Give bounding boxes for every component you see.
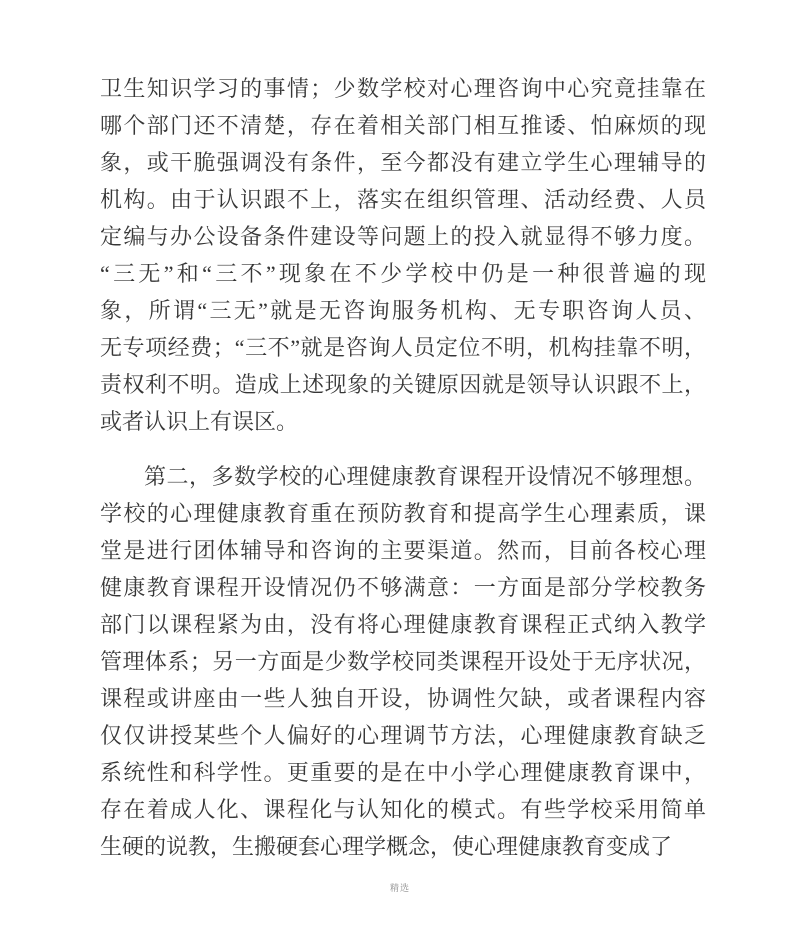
text-line: 无专项经费；“三不”就是咨询人员定位不明，机构挂靠不明， bbox=[100, 335, 706, 360]
text-line: 定编与办公设备条件建设等问题上的投入就显得不够力度。 bbox=[100, 224, 706, 249]
text-line: 存在着成人化、课程化与认知化的模式。有些学校采用简单 bbox=[100, 797, 706, 822]
text-line: 卫生知识学习的事情；少数学校对心理咨询中心究竟挂靠在 bbox=[100, 76, 706, 101]
text-line: 生硬的说教，生搬硬套心理学概念，使心理健康教育变成了 bbox=[100, 834, 673, 859]
text-line: “三无”和“三不”现象在不少学校中仍是一种很普遍的现 bbox=[100, 261, 706, 286]
text-line: 责权利不明。造成上述现象的关键原因就是领导认识跟不上， bbox=[100, 372, 706, 397]
text-line: 管理体系；另一方面是少数学校同类课程开设处于无序状况， bbox=[100, 649, 706, 674]
text-line: 象，或干脆强调没有条件，至今都没有建立学生心理辅导的 bbox=[100, 150, 706, 175]
text-line: 仅仅讲授某些个人偏好的心理调节方法，心理健康教育缺乏 bbox=[100, 723, 706, 748]
text-line: 机构。由于认识跟不上，落实在组织管理、活动经费、人员 bbox=[100, 187, 706, 212]
text-line: 课程或讲座由一些人独自开设，协调性欠缺，或者课程内容 bbox=[100, 686, 706, 711]
text-line: 堂是进行团体辅导和咨询的主要渠道。然而，目前各校心理 bbox=[100, 538, 706, 563]
text-line: 哪个部门还不清楚，存在着相关部门相互推诿、怕麻烦的现 bbox=[100, 113, 706, 138]
paragraph-second-point bbox=[100, 458, 706, 865]
text-line: 部门以课程紧为由，没有将心理健康教育课程正式纳入教学 bbox=[100, 612, 706, 637]
text-line: 学校的心理健康教育重在预防教育和提高学生心理素质，课 bbox=[100, 501, 706, 526]
text-line: 系统性和科学性。更重要的是在中小学心理健康教育课中， bbox=[100, 760, 706, 785]
paragraph-continuation bbox=[100, 70, 706, 440]
text-line: 第二，多数学校的心理健康教育课程开设情况不够理想。 bbox=[144, 464, 706, 489]
footer-watermark: 精选 bbox=[389, 883, 410, 893]
text-block bbox=[100, 70, 706, 865]
text-line: 或者认识上有误区。 bbox=[100, 409, 299, 434]
text-line: 健康教育课程开设情况仍不够满意：一方面是部分学校教务 bbox=[100, 575, 706, 600]
text-line: 象，所谓“三无”就是无咨询服务机构、无专职咨询人员、 bbox=[100, 298, 706, 323]
